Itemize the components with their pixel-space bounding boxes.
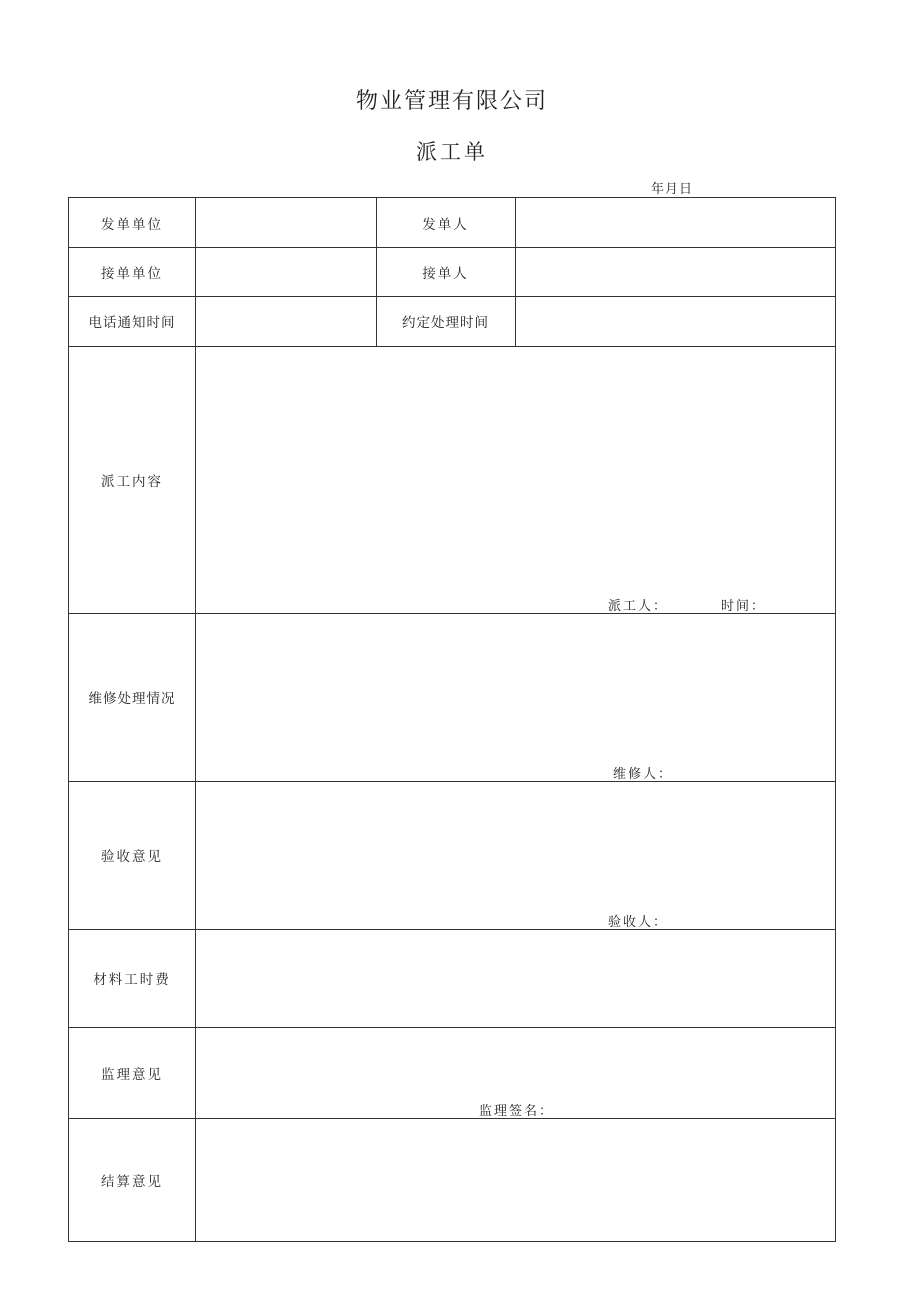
issuing-unit-field[interactable] — [196, 198, 376, 247]
dispatch-content-label: 派工内容 — [101, 473, 163, 490]
receiving-unit-field[interactable] — [196, 247, 376, 296]
receiver-field[interactable] — [516, 247, 835, 296]
issuer-label: 发单人 — [422, 216, 469, 233]
acceptance-opinion-field[interactable] — [196, 781, 835, 929]
repairer-signature-label: 维修人： — [613, 767, 674, 782]
material-labor-cost-field[interactable] — [196, 929, 835, 1027]
phone-notice-time-label: 电话通知时间 — [88, 315, 176, 331]
phone-notice-time-field[interactable] — [196, 296, 376, 346]
dispatch-time-label: 时间： — [721, 599, 767, 614]
supervisor-signature-label: 监理签名： — [479, 1104, 555, 1119]
date-label: 年月日 — [651, 182, 694, 197]
acceptance-opinion-label: 验收意见 — [101, 849, 163, 865]
receiver-label: 接单人 — [422, 265, 469, 282]
acceptor-signature-label: 验收人： — [608, 915, 669, 930]
dispatch-form-table — [68, 197, 836, 1242]
material-labor-cost-label: 材料工时费 — [93, 972, 171, 988]
settlement-opinion-label: 结算意见 — [101, 1173, 163, 1190]
issuer-field[interactable] — [516, 198, 835, 247]
agreed-handling-time-label: 约定处理时间 — [402, 315, 489, 331]
company-title: 物业管理有限公司 — [355, 89, 548, 114]
agreed-handling-time-field[interactable] — [516, 296, 835, 346]
form-title: 派工单 — [416, 140, 488, 164]
receiving-unit-label: 接单单位 — [101, 265, 163, 282]
repair-status-label: 维修处理情况 — [88, 691, 176, 707]
settlement-opinion-field[interactable] — [196, 1118, 835, 1241]
dispatch-content-field[interactable] — [196, 346, 835, 613]
supervision-opinion-label: 监理意见 — [101, 1066, 163, 1083]
issuing-unit-label: 发单单位 — [101, 216, 163, 233]
repair-status-field[interactable] — [196, 613, 835, 781]
dispatcher-signature-label: 派工人： — [608, 599, 669, 614]
